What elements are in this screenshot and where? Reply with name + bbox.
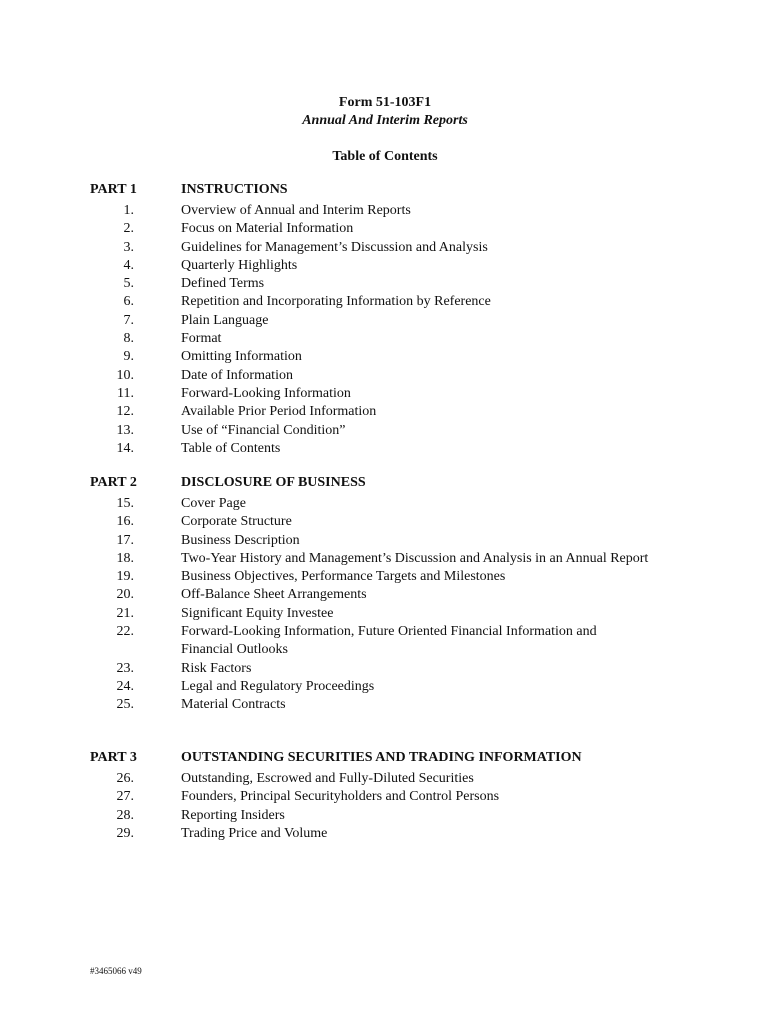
toc-entry-title: Date of Information xyxy=(181,367,293,383)
toc-entry-number: 10. xyxy=(116,367,134,383)
form-subtitle: Annual And Interim Reports xyxy=(302,113,468,128)
toc-entry xyxy=(0,239,770,257)
document-id-footer: #3465066 v49 xyxy=(90,966,142,976)
toc-entries xyxy=(0,495,770,715)
toc-entry xyxy=(0,220,770,238)
toc-entry xyxy=(0,568,770,586)
toc-entry-title: Overview of Annual and Interim Reports xyxy=(181,203,411,218)
toc-entry-number: 12. xyxy=(116,404,134,420)
toc-entry-number: 8. xyxy=(123,331,134,347)
part-heading xyxy=(0,475,770,495)
toc-entry-title: Table of Contents xyxy=(181,440,281,456)
toc-entry-number: 17. xyxy=(116,532,134,548)
toc-entries xyxy=(0,770,770,843)
toc-entry xyxy=(0,495,770,513)
toc-entry xyxy=(0,807,770,825)
toc-entry-title: Business Objectives, Performance Targets and Milestones xyxy=(181,569,506,585)
toc-entry-number: 15. xyxy=(116,496,134,511)
toc-entry xyxy=(0,330,770,348)
toc-entry-title: Business Description xyxy=(181,532,300,548)
toc-entry-title: Defined Terms xyxy=(181,276,265,292)
toc-entry-number: 4. xyxy=(123,257,134,273)
toc-entry-title: Focus on Material Information xyxy=(181,221,354,237)
toc-entry-number: 6. xyxy=(123,294,134,310)
toc-entry-number: 22. xyxy=(116,624,134,640)
toc-heading: Table of Contents xyxy=(332,149,438,164)
toc-entry xyxy=(0,605,770,623)
toc-entry-number: 27. xyxy=(116,789,134,805)
toc-entry xyxy=(0,513,770,531)
part-heading xyxy=(0,750,770,770)
toc-entry-title: Available Prior Period Information xyxy=(181,404,377,420)
toc-entry-title: Material Contracts xyxy=(181,697,286,713)
toc-entry-number: 13. xyxy=(116,422,134,438)
toc-entry-title: Format xyxy=(181,331,222,347)
toc-entry-title: Risk Factors xyxy=(181,660,252,676)
toc-entry-title: Forward-Looking Information, Future Oriented Financial Information and Financial Outlooks xyxy=(181,624,597,658)
toc-entry-title: Outstanding, Escrowed and Fully-Diluted Securities xyxy=(181,771,474,786)
toc-entry-title: Forward-Looking Information xyxy=(181,385,351,401)
part-title: DISCLOSURE OF BUSINESS xyxy=(181,475,366,490)
toc-entry-title: Significant Equity Investee xyxy=(181,605,334,621)
part-label: PART 1 xyxy=(90,182,137,197)
toc-entry xyxy=(0,257,770,275)
toc-entry-number: 23. xyxy=(116,660,134,676)
part-title: INSTRUCTIONS xyxy=(181,182,288,197)
toc-entry-number: 26. xyxy=(116,771,134,786)
toc-entry-number: 16. xyxy=(116,514,134,530)
part-label: PART 3 xyxy=(90,750,137,765)
toc-entry-number: 24. xyxy=(116,678,134,694)
toc-entry xyxy=(0,403,770,421)
toc-entry-title: Guidelines for Management’s Discussion and Analysis xyxy=(181,239,488,255)
toc-entry xyxy=(0,293,770,311)
part-1-section xyxy=(0,182,770,458)
toc-entry-title: Cover Page xyxy=(181,496,246,511)
toc-entry-title: Trading Price and Volume xyxy=(181,825,328,841)
toc-entry-number: 20. xyxy=(116,587,134,603)
toc-entry xyxy=(0,788,770,806)
toc-entry-number: 21. xyxy=(116,605,134,621)
toc-entry-number: 1. xyxy=(123,203,134,218)
toc-entry-number: 18. xyxy=(116,550,134,566)
toc-entry-number: 11. xyxy=(117,385,134,401)
toc-entry-title: Omitting Information xyxy=(181,349,302,365)
toc-entry xyxy=(0,550,770,568)
toc-entry xyxy=(0,422,770,440)
part-2-section xyxy=(0,475,770,715)
toc-entry-title: Off-Balance Sheet Arrangements xyxy=(181,587,367,603)
toc-entry-title: Founders, Principal Securityholders and Control Persons xyxy=(181,789,500,805)
toc-entries xyxy=(0,202,770,458)
toc-entry xyxy=(0,367,770,385)
toc-entry-number: 7. xyxy=(123,312,134,328)
toc-entry xyxy=(0,532,770,550)
toc-entry-title: Repetition and Incorporating Information by Reference xyxy=(181,294,491,310)
toc-entry-number: 25. xyxy=(116,697,134,713)
part-label: PART 2 xyxy=(90,475,137,490)
toc-entry-number: 29. xyxy=(116,825,134,841)
toc-entry-number: 19. xyxy=(116,569,134,585)
toc-entry-title: Two-Year History and Management’s Discussion and Analysis in an Annual Report xyxy=(181,550,649,566)
toc-entry xyxy=(0,275,770,293)
toc-entry xyxy=(0,696,770,714)
toc-entry-title: Reporting Insiders xyxy=(181,807,285,823)
toc-entry-number: 14. xyxy=(116,440,134,456)
toc-entry xyxy=(0,312,770,330)
toc-entry-title: Quarterly Highlights xyxy=(181,257,298,273)
toc-entry-number: 3. xyxy=(123,239,134,255)
toc-entry-number: 5. xyxy=(123,276,134,292)
toc-entry xyxy=(0,660,770,678)
toc-entry-number: 9. xyxy=(123,349,134,365)
part-heading xyxy=(0,182,770,202)
toc-entry xyxy=(0,678,770,696)
form-title: Form 51-103F1 xyxy=(338,95,432,110)
toc-entry xyxy=(0,385,770,403)
toc-entry-title: Use of “Financial Condition” xyxy=(181,422,346,438)
toc-entry xyxy=(0,825,770,843)
part-title: OUTSTANDING SECURITIES AND TRADING INFORMATION xyxy=(181,750,582,765)
toc-entry xyxy=(0,202,770,220)
toc-entry xyxy=(0,586,770,604)
toc-entry-title: Legal and Regulatory Proceedings xyxy=(181,678,375,694)
toc-entry xyxy=(0,770,770,788)
toc-entry-title: Plain Language xyxy=(181,312,269,328)
toc-entry xyxy=(0,623,770,660)
toc-entry-number: 2. xyxy=(123,221,134,237)
toc-entry xyxy=(0,440,770,458)
toc-entry-number: 28. xyxy=(116,807,134,823)
toc-entry-title: Corporate Structure xyxy=(181,514,292,530)
part-3-section xyxy=(0,750,770,843)
toc-entry xyxy=(0,348,770,366)
